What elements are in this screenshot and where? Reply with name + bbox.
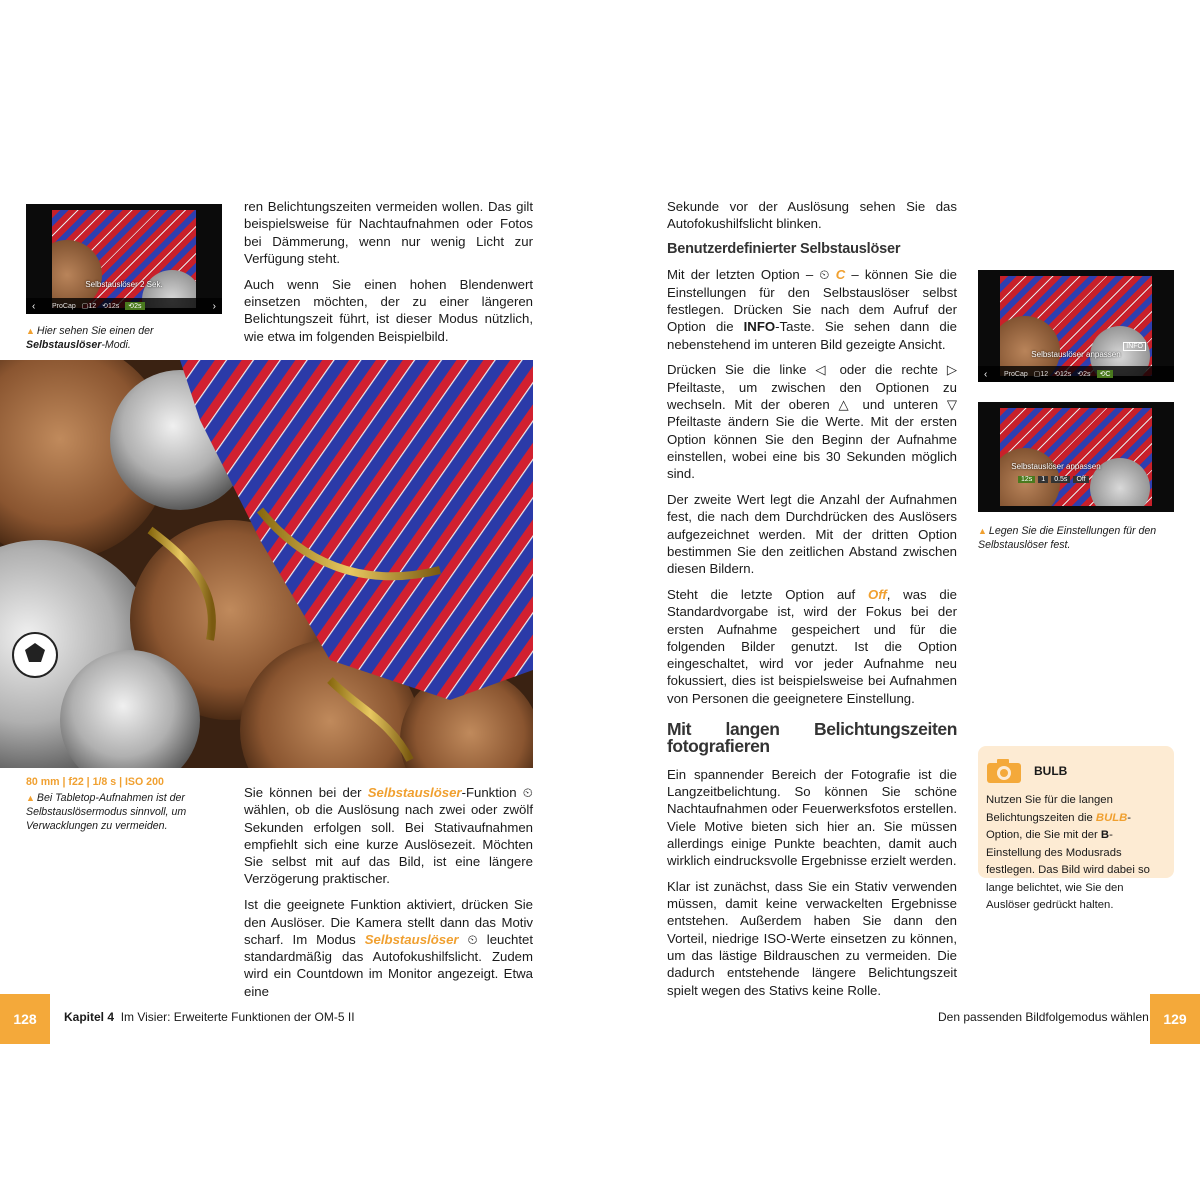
subheading: Benutzerdefinierter Selbstauslöser <box>667 241 901 258</box>
page-number-right: 129 <box>1150 994 1200 1044</box>
screen-mode-label: Selbstauslöser anpassen <box>1031 350 1121 359</box>
info-button-icon: INFO <box>1123 342 1146 351</box>
right-page <box>600 0 1200 1200</box>
medals-photo <box>0 360 533 768</box>
screen-mode-label: Selbstauslöser anpassen <box>1011 462 1101 471</box>
bulb-info-box <box>978 746 1174 911</box>
page-number-left: 128 <box>0 994 50 1044</box>
camera-screen-timer-settings <box>978 402 1174 512</box>
info-box-text: Nutzen Sie für die langen Belichtungszeiten die BULB-Option, die Sie mit der B-Einstellung des Modusrads festlegen. Das Bild wird dabei so lange belichtet, wie Sie den Auslöser gedrückt halten. <box>986 794 1150 911</box>
screen-mode-label: Selbstauslöser 2 Sek. <box>85 280 163 289</box>
section-heading: Mit langen Belichtungszeiten fotografieren <box>667 719 957 757</box>
caption-triangle-icon: ▲ <box>978 526 987 536</box>
chevron-right-icon: › <box>212 301 216 312</box>
screens-caption: ▲ Legen Sie die Einstellungen für den Selbstauslöser fest. <box>978 525 1157 551</box>
caption-triangle-icon: ▲ <box>26 326 35 336</box>
info-box-title: BULB <box>1034 764 1068 778</box>
drive-mode-bar: ProCap ▢12 ⟲12s ⟲2s <box>26 298 222 314</box>
left-text-column-bottom: Sie können bei der Selbstauslöser-Funktion ⏲ wählen, ob die Auslösung nach zwei oder zwölf Sekunden erfolgen soll. Bei Stativaufnahmen empfiehlt sich eine kurze Auslösezeit. Möchten Sie selbst mit auf das Bild, ist eine längere Verzögerung praktischer. Ist die geeignete Funktion aktiviert, drücken Sie den Auslöser. Die Kamera stellt dann das Motiv scharf. Im Modus Selbstauslöser ⏲ leuchtet standardmäßig das Autofokushilfslicht. Zudem wird ein Countdown im Monitor angezeigt. Etwa eine <box>244 785 534 999</box>
drive-mode-bar: ProCap ▢12 ⟲12s ⟲2s ⟲C <box>978 366 1174 382</box>
left-text-column-top: ren Belichtungszeiten vermeiden wollen. Das gilt beispielsweise für Nachtaufnahmen oder Fotos bei Dämmerung, wenn nur wenig Licht zur Verfügung steht. Auch wenn Sie einen hohen Blendenwert einsetzen möchten, der zu einer längeren Belichtungszeit führt, ist dieser Modus nützlich, wie etwa im folgenden Beispielbild. <box>244 199 533 344</box>
photo-caption-block <box>26 776 226 833</box>
section-footer: Den passenden Bildfolgemodus wählen <box>938 1010 1149 1024</box>
timer-values-row: 12s 1 0.5s Off <box>1018 476 1089 483</box>
chevron-left-icon: ‹ <box>32 301 36 312</box>
photo-caption: ▲ Bei Tabletop-Aufnahmen ist der Selbstauslösermodus sinnvoll, um Verwacklungen zu vermeiden. <box>26 792 187 832</box>
photo-exif-data: 80 mm | f22 | 1/8 s | ISO 200 <box>26 776 164 788</box>
right-text-column: Sekunde vor der Auslösung sehen Sie das Autofokushilfslicht blinken. Benutzerdefinierter Selbstauslöser Mit der letzten Option – ⏲ C – können Sie die Einstellungen für den Selbstauslöser selbst festlegen. Drücken Sie nach dem Aufruf der Option die INFO-Taste. Sie sehen dann die nebenstehend im unteren Bild gezeigte Ansicht. Drücken Sie die linke ◁ oder die rechte ▷ Pfeiltaste, um zwischen den Optionen zu wechseln. Mit der oberen △ und unteren ▽ Pfeiltaste ändern Sie die Werte. Mit der ersten Option können Sie den Beginn der Aufnahme einstellen, wobei eine bis 30 Sekunden möglich sind. Der zweite Wert legt die Anzahl der Aufnahmen fest, die nach dem Durchdrücken des Auslösers aufgezeichnet werden. Mit der dritten Option bestimmen Sie den zeitlichen Abstand zwischen diesen Bildern. Steht die letzte Option auf Off, was die Standardvorgabe ist, wird der Fokus bei der ersten Aufnahme gespeichert und für die folgenden Bilder genutzt. Ist die Option eingeschaltet, wird vor jeder Aufnahme neu fokussiert, dies ist beispielsweise bei Aufnahmen von Personen die geeignetere Einstellung. Mit langen Belichtungszeiten fotografieren Ein spannender Bereich der Fotografie ist die Langzeitbelichtung. So können Sie schöne Nachtaufnahmen oder Feuerwerksfotos erstellen. Viele Motive bieten sich hier an. Sie müssen allerdings einige Punkte beachten, damit auch wirklich eindrucksvolle Ergebnisse erzielt werden. Klar ist zunächst, dass Sie ein Stativ verwenden müssen, damit keine verwackelten Ergebnisse entstehen. Außerdem haben Sie dann den Vorteil, niedrige ISO-Werte einsetzen zu können, um das lästige Bildrauschen zu vermeiden. Die dadurch entstehende längere Belichtungszeit spielt wegen des Stativs keine Rolle. <box>667 199 958 998</box>
thumbnail-caption: ▲ Hier sehen Sie einen der Selbstauslöser-Modi. <box>26 325 154 351</box>
camera-icon <box>986 758 1022 784</box>
caption-triangle-icon: ▲ <box>26 793 35 803</box>
camera-screen-thumbnail <box>26 204 222 314</box>
camera-screen-custom-timer <box>978 270 1174 382</box>
chevron-left-icon: ‹ <box>984 369 988 380</box>
chapter-footer: Kapitel 4 Im Visier: Erweiterte Funktionen der OM-5 II <box>64 1010 355 1024</box>
